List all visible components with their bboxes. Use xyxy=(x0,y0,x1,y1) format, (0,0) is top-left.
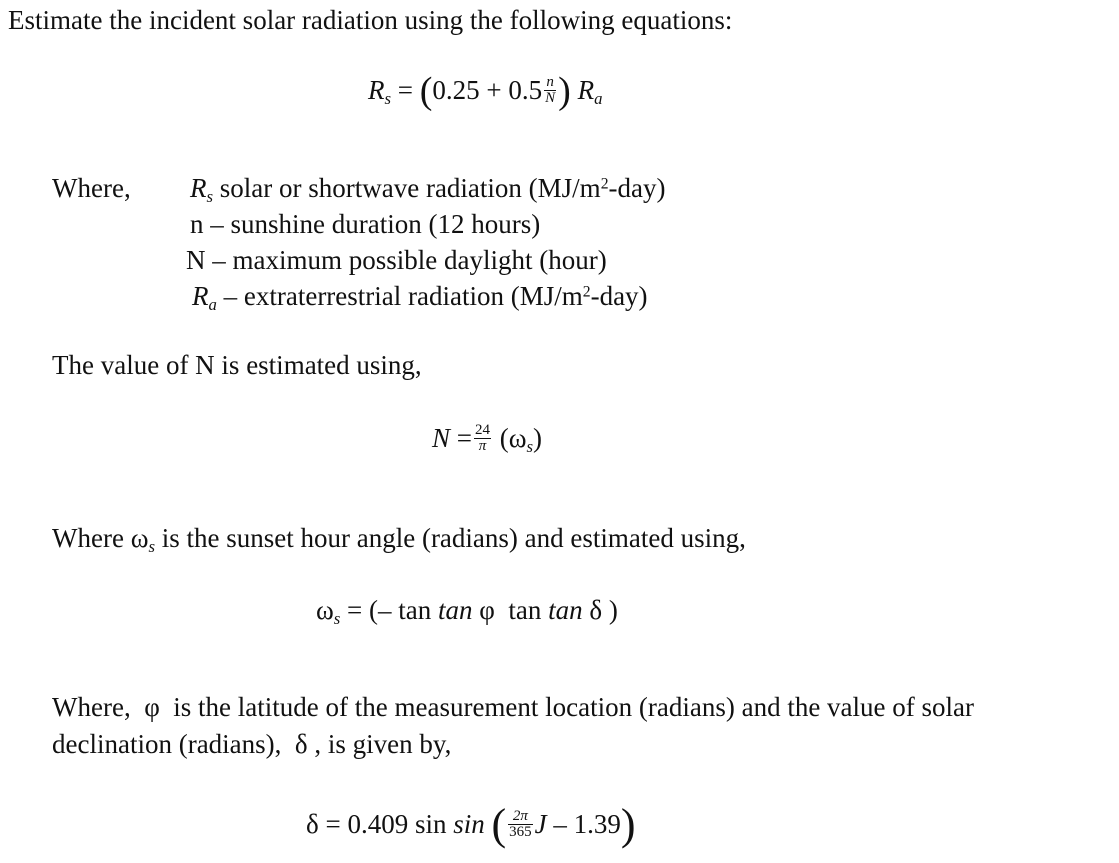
eq2-omega: ω xyxy=(508,423,527,453)
eq1-constant: 0.25 + 0.5 xyxy=(432,75,543,105)
eq3-close: ) xyxy=(602,595,618,625)
def-ra-text: – extraterrestrial radiation (MJ/m xyxy=(216,281,583,311)
eq1-fraction xyxy=(544,75,556,106)
eq4-fraction xyxy=(508,809,533,840)
intro-sentence: Estimate the incident solar radiation using the following equations: xyxy=(8,5,733,35)
eq4-coef: 0.409 sin xyxy=(347,809,454,839)
eq2-frac-num: 24 xyxy=(475,422,490,439)
equation-sunset-angle xyxy=(316,594,618,629)
eq3-open: (– tan xyxy=(369,595,439,625)
eq1-equals: = xyxy=(397,75,413,105)
eq1-rhs: R xyxy=(577,75,595,105)
eq3-delta: δ xyxy=(582,595,603,625)
eq4-sin-italic: sin xyxy=(453,809,485,839)
def-rs-symbol: R xyxy=(190,173,207,203)
def-ra-tail: -day) xyxy=(590,281,648,311)
eq1-rhs-sub: a xyxy=(594,89,603,109)
def-N-text: N – maximum possible daylight (hour) xyxy=(186,245,607,275)
where-label-text: Where, xyxy=(52,173,131,203)
n-intro-text: The value of N is estimated using, xyxy=(52,350,422,380)
eq3-omega-sub: s xyxy=(333,609,341,629)
def-n-text: n – sunshine duration (12 hours) xyxy=(190,209,541,239)
eq4-close-paren: ) xyxy=(620,800,636,849)
where-label xyxy=(52,172,131,204)
eq3-equals: = xyxy=(347,595,363,625)
eq1-lhs-sub: s xyxy=(384,89,392,109)
eq1-frac-num: n xyxy=(544,75,556,91)
eq4-frac-den: 365 xyxy=(509,824,532,841)
intro-text xyxy=(8,4,732,36)
eq4-frac-num: 2π xyxy=(508,809,533,825)
omega-intro-post: is the sunset hour angle (radians) and estimated using, xyxy=(155,523,746,553)
phi-line-2-text: declination (radians), δ , is given by, xyxy=(52,729,452,759)
omega-intro-sub: s xyxy=(148,537,155,557)
eq2-omega-sub: s xyxy=(526,437,534,457)
equation-solar-radiation xyxy=(368,70,603,112)
definition-N xyxy=(186,244,607,276)
eq1-close-paren: ) xyxy=(558,70,571,112)
def-rs-sup: 2 xyxy=(600,175,609,193)
omega-intro xyxy=(52,522,746,557)
eq3-omega: ω xyxy=(316,595,334,625)
definition-ra xyxy=(192,280,648,315)
eq2-open-paren: ( xyxy=(499,423,509,453)
eq4-equals: = xyxy=(325,809,341,839)
def-rs-text: solar or shortwave radiation (MJ/m xyxy=(213,173,601,203)
omega-intro-symbol: ω xyxy=(130,523,149,553)
phi-line-1-text: Where, φ is the latitude of the measurement location (radians) and the value of solar xyxy=(52,692,974,722)
eq4-minus: – 1.39 xyxy=(546,809,621,839)
eq3-mid: tan xyxy=(494,595,549,625)
eq4-var: J xyxy=(534,809,547,839)
def-ra-symbol: R xyxy=(192,281,209,311)
eq3-tan-italic-2: tan xyxy=(548,595,583,625)
def-ra-sub: a xyxy=(208,295,217,315)
equation-daylight xyxy=(432,422,542,456)
definition-n xyxy=(190,208,540,240)
definition-rs xyxy=(190,172,666,207)
eq3-phi: φ xyxy=(472,595,495,625)
eq3-tan-italic-1: tan xyxy=(438,595,473,625)
omega-intro-pre: Where xyxy=(52,523,131,553)
def-rs-tail: -day) xyxy=(608,173,666,203)
eq2-fraction xyxy=(474,423,491,454)
eq1-lhs: R xyxy=(368,75,385,105)
eq4-open-paren: ( xyxy=(491,800,507,849)
eq2-equals: = xyxy=(456,423,472,453)
eq2-close-paren: ) xyxy=(533,423,543,453)
phi-line-1 xyxy=(52,691,974,723)
eq4-lhs: δ xyxy=(306,809,319,839)
eq2-frac-den: π xyxy=(478,438,487,455)
def-rs-sub: s xyxy=(206,187,214,207)
phi-line-2 xyxy=(52,728,451,760)
def-ra-sup: 2 xyxy=(582,283,591,301)
eq1-open-paren: ( xyxy=(419,70,433,112)
eq1-frac-den: N xyxy=(545,90,556,107)
n-intro xyxy=(52,349,422,381)
eq2-lhs: N xyxy=(432,423,451,453)
equation-declination xyxy=(306,800,636,849)
